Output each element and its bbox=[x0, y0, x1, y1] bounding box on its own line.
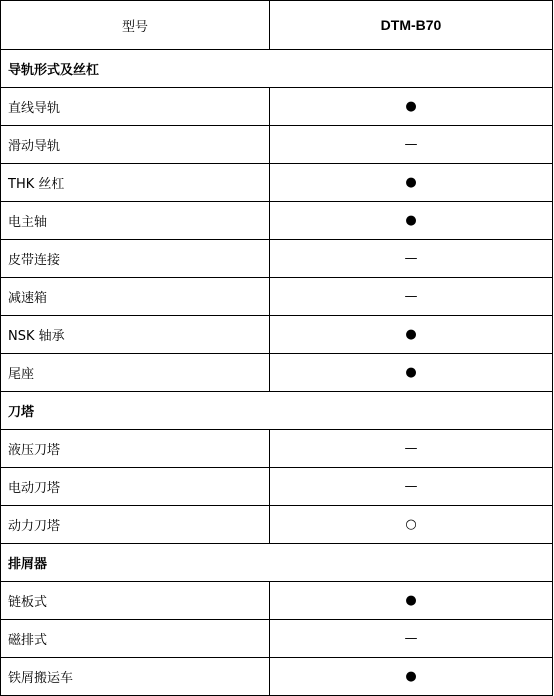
section-header-row bbox=[1, 544, 553, 582]
availability-cell bbox=[270, 278, 553, 316]
feature-name: 尾座 bbox=[1, 354, 270, 392]
feature-name: 减速箱 bbox=[1, 278, 270, 316]
availability-cell bbox=[270, 316, 553, 354]
table-row bbox=[1, 658, 553, 696]
filled-circle-icon: ● bbox=[405, 175, 417, 190]
feature-name: 链板式 bbox=[1, 582, 270, 620]
section-title: 刀塔 bbox=[1, 392, 553, 430]
filled-circle-icon: ● bbox=[405, 669, 417, 684]
model-name-cell: DTM-B70 bbox=[270, 1, 553, 50]
availability-cell bbox=[270, 126, 553, 164]
availability-cell bbox=[270, 164, 553, 202]
dash-icon: — bbox=[404, 441, 418, 456]
table-row bbox=[1, 240, 553, 278]
table-row bbox=[1, 582, 553, 620]
table-row bbox=[1, 354, 553, 392]
filled-circle-icon: ● bbox=[405, 99, 417, 114]
availability-cell bbox=[270, 202, 553, 240]
feature-name: THK 丝杠 bbox=[1, 164, 270, 202]
dash-icon: — bbox=[404, 251, 418, 266]
table-row bbox=[1, 278, 553, 316]
feature-name: 皮带连接 bbox=[1, 240, 270, 278]
feature-name: 液压刀塔 bbox=[1, 430, 270, 468]
table-row bbox=[1, 468, 553, 506]
availability-cell bbox=[270, 354, 553, 392]
availability-cell bbox=[270, 430, 553, 468]
table-row bbox=[1, 164, 553, 202]
availability-cell bbox=[270, 88, 553, 126]
feature-name: 动力刀塔 bbox=[1, 506, 270, 544]
dash-icon: — bbox=[404, 479, 418, 494]
availability-cell bbox=[270, 582, 553, 620]
table-row bbox=[1, 202, 553, 240]
feature-name: NSK 轴承 bbox=[1, 316, 270, 354]
filled-circle-icon: ● bbox=[405, 365, 417, 380]
feature-name: 直线导轨 bbox=[1, 88, 270, 126]
section-title: 导轨形式及丝杠 bbox=[1, 50, 553, 88]
table-row bbox=[1, 126, 553, 164]
dash-icon: — bbox=[404, 631, 418, 646]
availability-cell bbox=[270, 620, 553, 658]
availability-cell bbox=[270, 240, 553, 278]
availability-cell bbox=[270, 468, 553, 506]
hollow-circle-icon: ○ bbox=[405, 517, 417, 532]
filled-circle-icon: ● bbox=[405, 593, 417, 608]
table-row bbox=[1, 620, 553, 658]
availability-cell bbox=[270, 658, 553, 696]
feature-name: 滑动导轨 bbox=[1, 126, 270, 164]
section-title: 排屑器 bbox=[1, 544, 553, 582]
section-header-row bbox=[1, 392, 553, 430]
feature-name: 电动刀塔 bbox=[1, 468, 270, 506]
section-header-row bbox=[1, 50, 553, 88]
feature-name: 铁屑搬运车 bbox=[1, 658, 270, 696]
table-row bbox=[1, 316, 553, 354]
header-label-cell: 型号 bbox=[1, 1, 270, 50]
table-row bbox=[1, 430, 553, 468]
filled-circle-icon: ● bbox=[405, 327, 417, 342]
feature-name: 电主轴 bbox=[1, 202, 270, 240]
dash-icon: — bbox=[404, 137, 418, 152]
header-row bbox=[1, 1, 553, 50]
table-row bbox=[1, 88, 553, 126]
availability-cell bbox=[270, 506, 553, 544]
filled-circle-icon: ● bbox=[405, 213, 417, 228]
feature-name: 磁排式 bbox=[1, 620, 270, 658]
dash-icon: — bbox=[404, 289, 418, 304]
table-row bbox=[1, 506, 553, 544]
